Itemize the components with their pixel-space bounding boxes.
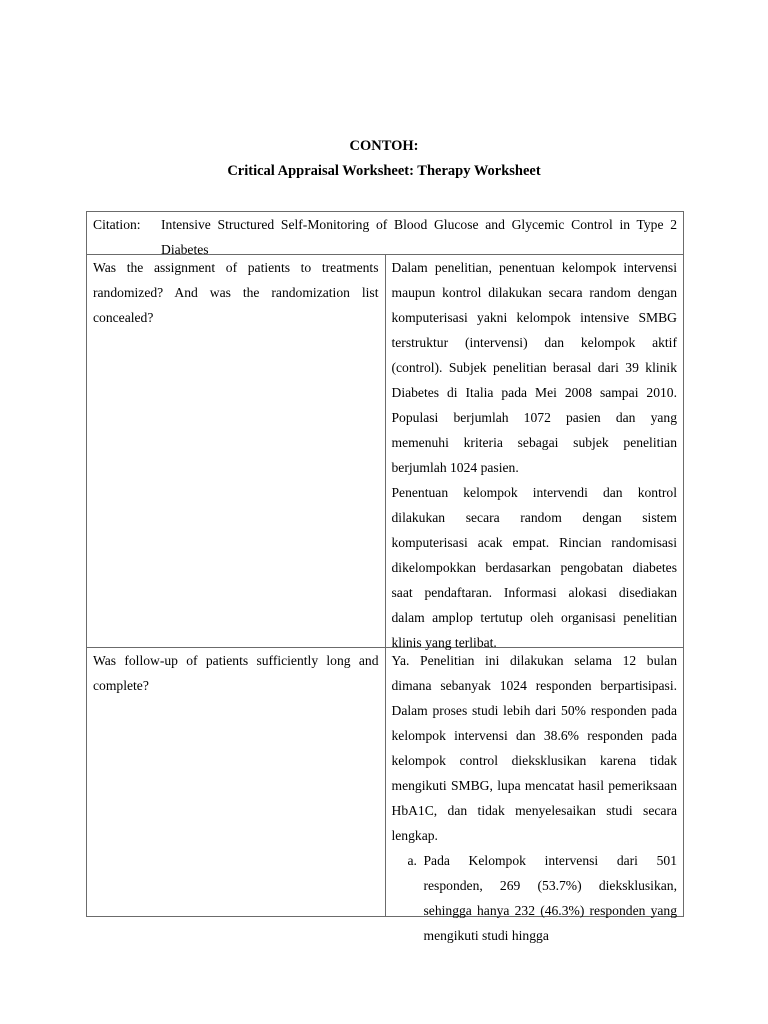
- table-row: [87, 255, 684, 648]
- question-cell: [87, 648, 386, 917]
- list-item-text: Pada Kelompok intervensi dari 501 responden, 269 (53.7%) dieksklusikan, sehingga hanya 232 (46.3%) responden yang mengikuti studi hingga: [423, 853, 677, 943]
- appraisal-table: [86, 211, 684, 943]
- answer-cell: [385, 648, 684, 943]
- question-text: Was the assignment of patients to treatments randomized? And was the randomization list concealed?: [93, 260, 379, 325]
- answer-list: [392, 848, 678, 948]
- page-title: CONTOH:: [349, 138, 419, 154]
- table-row: [87, 648, 684, 917]
- page-subtitle: Critical Appraisal Worksheet: Therapy Worksheet: [227, 163, 541, 179]
- answer-paragraph: Ya. Penelitian ini dilakukan selama 12 bulan dimana sebanyak 1024 responden berpartisipasi. Dalam proses studi lebih dari 50% responden pada kelompok intervensi dan 38.6% responden pada kelompok control dieksklusikan karena tidak mengikuti SMBG, lupa mencatat hasil pemeriksaan HbA1C, dan tidak menyelesaikan studi secara lengkap.: [391, 653, 677, 843]
- list-marker: a.: [407, 853, 417, 868]
- list-item: [408, 848, 678, 948]
- citation-row: [87, 212, 684, 255]
- answer-cell: [385, 255, 684, 648]
- citation-text: Intensive Structured Self-Monitoring of Blood Glucose and Glycemic Control in Type 2 Diabetes: [161, 217, 677, 257]
- citation-label: Citation:: [93, 217, 141, 232]
- citation-cell: [87, 212, 684, 255]
- answer-paragraph: Dalam penelitian, penentuan kelompok intervensi maupun kontrol dilakukan secara random dengan komputerisasi yakni kelompok intensive SMBG terstruktur (intervensi) dan kelompok aktif (control). Subjek penelitian berasal dari 39 klinik Diabetes di Italia pada Mei 2008 sampai 2010. Populasi berjumlah 1072 pasien dan yang memenuhi kriteria sebagai subjek penelitian berjumlah 1024 pasien.: [391, 260, 677, 475]
- answer-paragraph: Penentuan kelompok intervendi dan kontrol dilakukan secara random dengan sistem komputerisasi acak empat. Rincian randomisasi dikelompokkan berdasarkan pengobatan diabetes saat pendaftaran. Informasi alokasi disediakan dalam amplop tertutup oleh organisasi penelitian klinis yang terlibat.: [391, 485, 677, 650]
- question-cell: [87, 255, 386, 648]
- question-text: Was follow-up of patients sufficiently long and complete?: [93, 653, 379, 693]
